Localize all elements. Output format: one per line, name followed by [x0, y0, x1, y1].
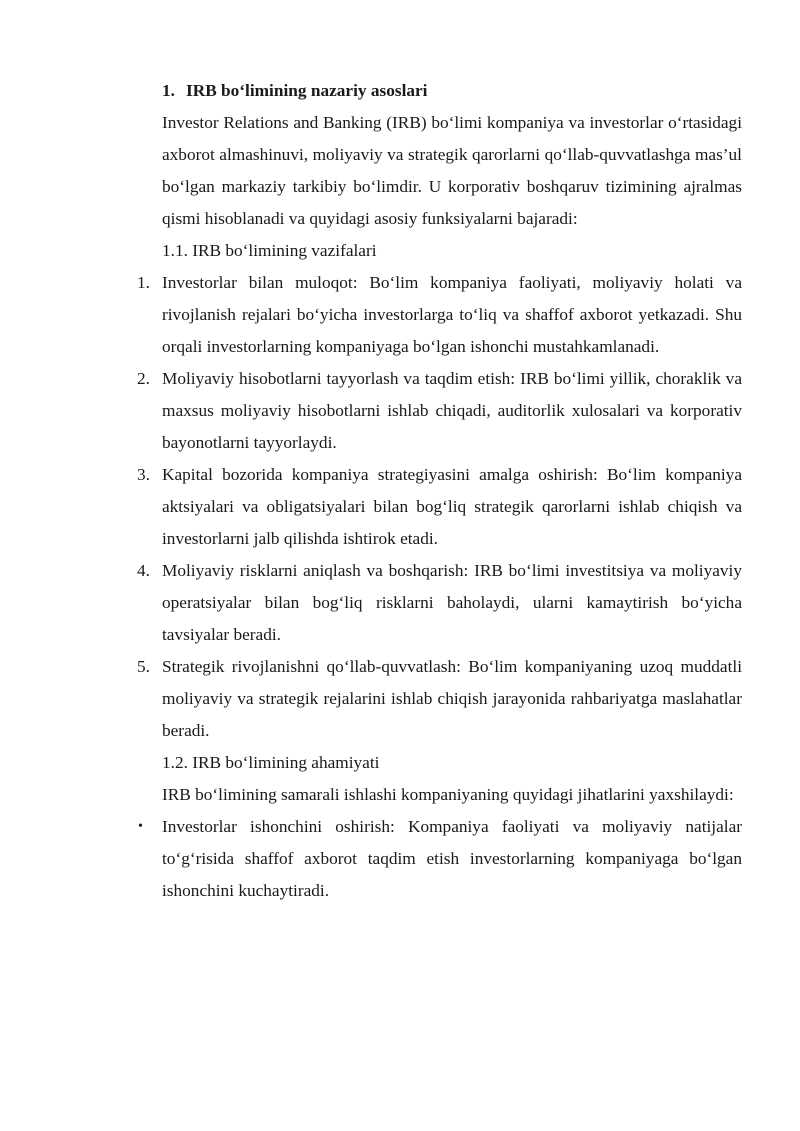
bullet-marker: • — [138, 819, 143, 834]
section-intro: Investor Relations and Banking (IRB) bo‘limi kompaniya va investorlar o‘rtasidagi axborot almashinuvi, moliyaviy va strategik qarorlarni qo‘llab-quvvatlashga mas’ul bo‘lgan markaziy tarkibiy bo‘limdir. U korporativ boshqaruv tizimining ajralmas qismi hisoblanadi va quyidagi asosiy funksiyalarni bajaradi: — [162, 113, 742, 228]
list-marker: 1. — [137, 273, 150, 292]
section-heading — [162, 75, 742, 107]
list-item — [137, 363, 742, 459]
list-item-text: Strategik rivojlanishni qo‘llab-quvvatlash: Bo‘lim kompaniyaning uzoq muddatli moliyaviy va strategik rejalarini ishlab chiqish jarayonida rahbariyatga maslahatlar beradi. — [162, 657, 742, 740]
list-item-text: Moliyaviy hisobotlarni tayyorlash va taqdim etish: IRB bo‘limi yillik, choraklik va maxsus moliyaviy hisobotlarni ishlab chiqadi, auditorlik xulosalari va korporativ bayonotlarni tayyorlaydi. — [162, 369, 742, 452]
list-item-text: Kapital bozorida kompaniya strategiyasini amalga oshirish: Bo‘lim kompaniya aktsiyalari va obligatsiyalari bilan bog‘liq strategik qarorlarni ishlab chiqish va investorlarni jalb qilishda ishtirok etadi. — [162, 465, 742, 548]
subsection-title-1: 1.1. IRB bo‘limining vazifalari — [162, 241, 377, 260]
bullet-item — [138, 811, 742, 907]
list-item-text: Investorlar bilan muloqot: Bo‘lim kompaniya faoliyati, moliyaviy holati va rivojlanish rejalari bo‘yicha investorlarga to‘liq va shaffof axborot yetkazadi. Shu orqali investorlarning kompaniyaga bo‘lgan ishonchi mustahkamlanadi. — [162, 273, 742, 356]
bullet-item-text: Investorlar ishonchini oshirish: Kompaniya faoliyati va moliyaviy natijalar to‘g‘risida shaffof axborot taqdim etish investorlarning kompaniyaga bo‘lgan ishonchini kuchaytiradi. — [162, 817, 742, 900]
section-title: IRB bo‘limining nazariy asoslari — [186, 81, 428, 100]
importance-list — [138, 811, 742, 907]
section-number: 1. — [162, 81, 175, 100]
page-content — [137, 75, 742, 907]
subsection-intro: IRB bo‘limining samarali ishlashi kompaniyaning quyidagi jihatlarini yaxshilaydi: — [162, 785, 734, 804]
list-marker: 4. — [137, 561, 150, 580]
list-marker: 2. — [137, 369, 150, 388]
list-marker: 3. — [137, 465, 150, 484]
list-item — [137, 459, 742, 555]
list-marker: 5. — [137, 657, 150, 676]
duties-list — [137, 267, 742, 747]
list-item — [137, 267, 742, 363]
subsection-title-2: 1.2. IRB bo‘limining ahamiyati — [162, 753, 380, 772]
list-item — [137, 651, 742, 747]
list-item-text: Moliyaviy risklarni aniqlash va boshqarish: IRB bo‘limi investitsiya va moliyaviy operatsiyalar bilan bog‘liq risklarni baholaydi, ularni kamaytirish bo‘yicha tavsiyalar beradi. — [162, 561, 742, 644]
list-item — [137, 555, 742, 651]
